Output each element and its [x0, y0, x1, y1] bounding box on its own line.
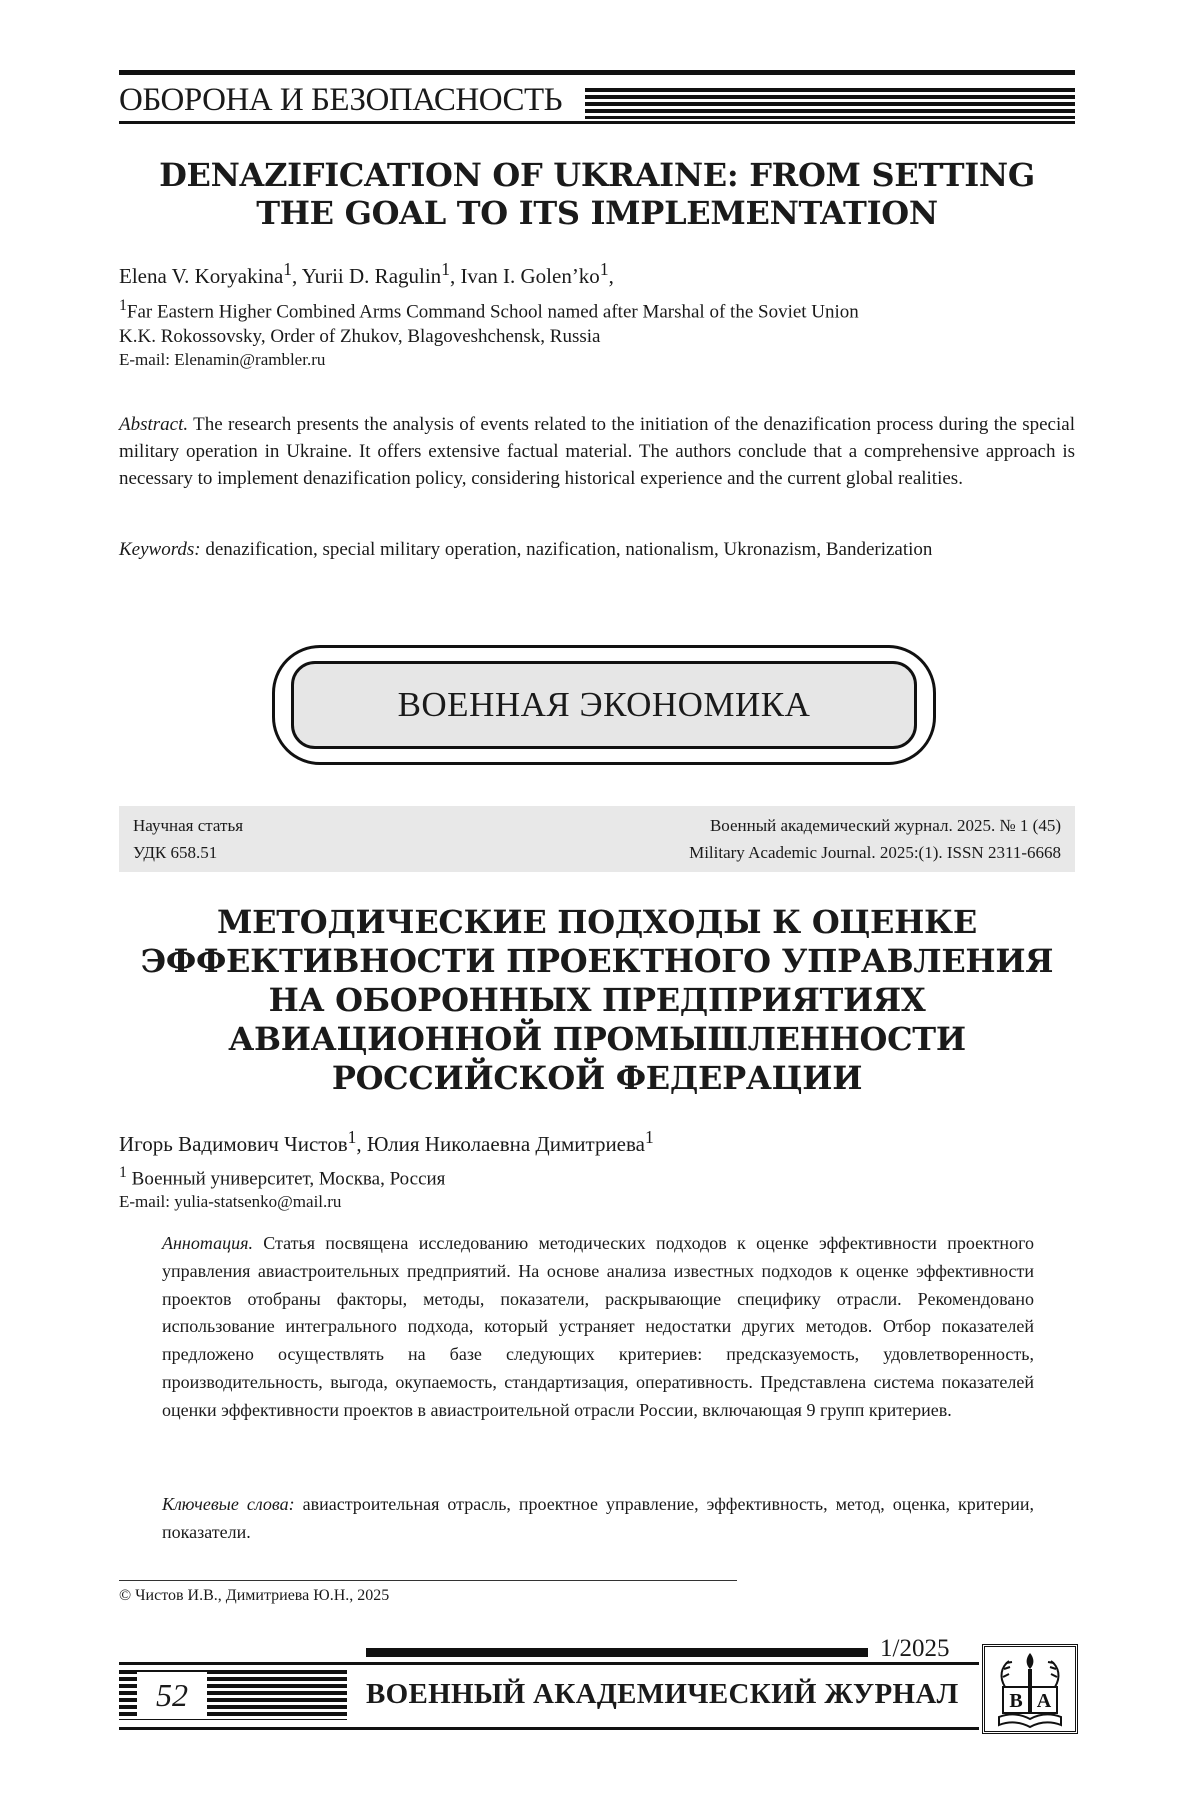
- abstract-text: Статья посвящена исследованию методических подходов к оценке эффективности проектного управления авиастроительных предприятий. На основе анализа известных подходов к оценке эффективности проектов отобраны факторы, методы, показатели, раскрывающие специфику отрасли. Рекомендовано использование интегрального подхода, который устраняет недостатки других методов. Отбор показателей предложено осуществлять на базе следующих критериев: предсказуемость, удовлетворенность, производительность, выгода, окупаемость, стандартизация, оперативность. Представлена система показателей оценки эффективности проектов в авиастроительной отрасли России, включающая 9 групп критериев.: [162, 1233, 1035, 1420]
- copyright-note: © Чистов И.В., Димитриева Ю.Н., 2025: [119, 1587, 390, 1604]
- en-article-title: [119, 156, 1075, 232]
- ru-email: [119, 1192, 341, 1212]
- author-sup: 1: [644, 1127, 654, 1147]
- ru-title-line: ЭФФЕКТИВНОСТИ ПРОЕКТНОГО УПРАВЛЕНИЯ: [140, 942, 1054, 980]
- udk-code: УДК 658.51: [133, 843, 218, 862]
- running-header: [119, 70, 1075, 126]
- author-sup: 1: [599, 259, 609, 279]
- journal-logo: [982, 1644, 1078, 1734]
- email-address: yulia-statsenko@mail.ru: [174, 1192, 342, 1211]
- author-sep: ,: [608, 264, 614, 288]
- ru-authors: [119, 1127, 654, 1157]
- author-name: Yurii D. Ragulin: [301, 264, 442, 288]
- header-section-title: ОБОРОНА И БЕЗОПАСНОСТЬ: [119, 82, 563, 118]
- affiliation-line: Военный университет, Москва, Россия: [126, 1168, 446, 1190]
- header-top-rule: [119, 70, 1075, 75]
- author-name: Elena V. Koryakina: [119, 264, 284, 288]
- affiliation-line: K.K. Rokossovsky, Order of Zhukov, Blagoveshchensk, Russia: [119, 326, 601, 348]
- en-title-line: DENAZIFICATION OF UKRAINE: FROM SETTING: [159, 156, 1035, 194]
- article-type: Научная статья: [133, 816, 244, 835]
- en-abstract: [119, 411, 1075, 492]
- author-sep: ,: [449, 264, 461, 288]
- ru-abstract: [162, 1230, 1034, 1425]
- author-name: Юлия Николаевна Димитриева: [366, 1132, 645, 1156]
- logo-letter: В: [1009, 1690, 1023, 1712]
- abstract-text: The research presents the analysis of events related to the initiation of the denazification process during the special military operation in Ukraine. It offers extensive factual material. The authors conclude that a comprehensive approach is necessary to implement denazification policy, considering historical experience and the current global realities.: [119, 414, 1075, 489]
- email-label: E-mail:: [119, 1192, 170, 1211]
- section-banner-label: ВОЕННАЯ ЭКОНОМИКА: [291, 661, 917, 749]
- abstract-label: Аннотация.: [162, 1233, 253, 1253]
- author-sep: ,: [356, 1132, 367, 1156]
- journal-citation-en: Military Academic Journal. 2025:(1). ISSN 2311-6668: [689, 843, 1061, 862]
- journal-name: ВОЕННЫЙ АКАДЕМИЧЕСКИЙ ЖУРНАЛ: [366, 1678, 959, 1710]
- ru-affiliation: [119, 1160, 1075, 1191]
- ru-title-line: АВИАЦИОННОЙ ПРОМЫШЛЕННОСТИ: [228, 1020, 966, 1058]
- header-stripes: [585, 88, 1075, 119]
- footnote-rule: [119, 1580, 737, 1581]
- ru-title-line: РОССИЙСКОЙ ФЕДЕРАЦИИ: [331, 1059, 863, 1097]
- email-label: E-mail:: [119, 350, 170, 369]
- en-email: [119, 350, 325, 370]
- section-banner: [272, 645, 936, 765]
- keywords-text: авиастроительная отрасль, проектное управление, эффективность, метод, оценка, критерии, показатели.: [162, 1494, 1034, 1542]
- ru-article-title: [119, 903, 1075, 1098]
- article-meta-bar: [119, 806, 1075, 872]
- issue-number: 1/2025: [880, 1635, 950, 1662]
- author-sup: 1: [283, 259, 293, 279]
- footer-thick-rule: [366, 1648, 868, 1657]
- page-number: 52: [137, 1672, 207, 1718]
- abstract-label: Abstract.: [119, 414, 189, 435]
- ru-title-line: НА ОБОРОННЫХ ПРЕДПРИЯТИЯХ: [268, 981, 926, 1019]
- email-address: Elenamin@rambler.ru: [174, 350, 326, 369]
- keywords-label: Keywords:: [119, 539, 201, 560]
- keywords-label: Ключевые слова:: [162, 1494, 295, 1514]
- journal-citation-ru: Военный академический журнал. 2025. № 1 (45): [709, 816, 1061, 835]
- author-sep: ,: [292, 264, 302, 288]
- header-bottom-rule: [119, 121, 1075, 124]
- footer-bottom-rule: [119, 1727, 979, 1730]
- affiliation-line: Far Eastern Higher Combined Arms Command School named after Marshal of the Soviet Union: [126, 301, 859, 323]
- en-title-line: THE GOAL TO ITS IMPLEMENTATION: [256, 194, 938, 232]
- page-number-box: [119, 1670, 347, 1720]
- author-sup: 1: [441, 259, 450, 279]
- footer-rule: [119, 1662, 979, 1665]
- author-sup: 1: [347, 1127, 357, 1147]
- en-affiliation: [119, 293, 1075, 349]
- en-authors: [119, 259, 614, 289]
- author-name: Ivan I. Golen’ko: [460, 264, 600, 288]
- en-keywords: [119, 536, 1075, 563]
- ru-keywords: [162, 1491, 1034, 1547]
- ru-title-line: МЕТОДИЧЕСКИЕ ПОДХОДЫ К ОЦЕНКЕ: [217, 903, 977, 941]
- affiliation-sup: 1: [119, 1164, 127, 1181]
- keywords-text: denazification, special military operation, nazification, nationalism, Ukronazism, Banderization: [205, 539, 933, 560]
- logo-letter: А: [1036, 1690, 1052, 1712]
- affiliation-sup: 1: [119, 297, 127, 314]
- journal-emblem-icon: [985, 1647, 1075, 1731]
- author-name: Игорь Вадимович Чистов: [119, 1132, 348, 1156]
